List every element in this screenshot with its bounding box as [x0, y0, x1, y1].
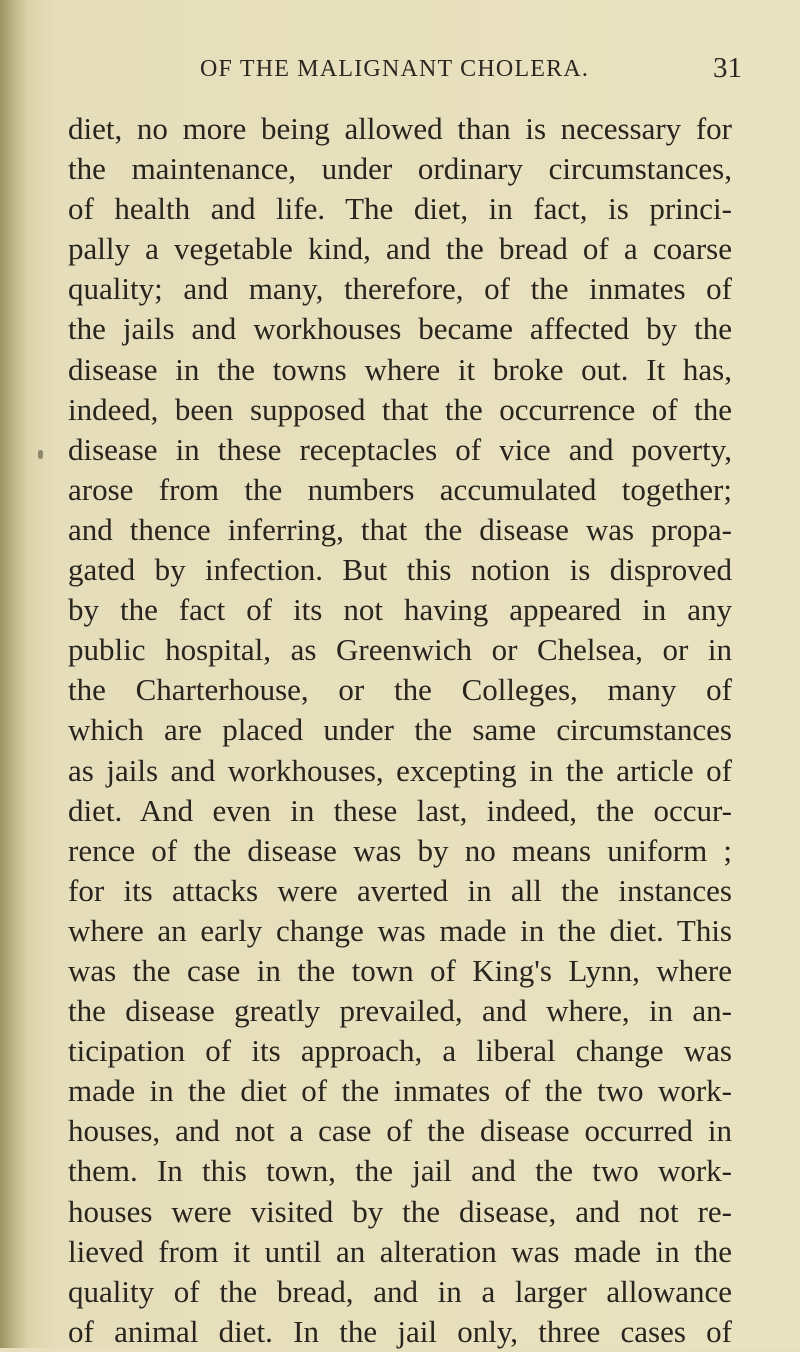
binding-gutter-shadow — [0, 0, 28, 1348]
text-line: rence of the disease was by no means uniform ; — [68, 832, 732, 868]
text-line: diet. And even in these last, indeed, the occur- — [68, 792, 732, 828]
text-line: of health and life. The diet, in fact, is princi- — [68, 191, 732, 227]
text-line: lieved from it until an alteration was made in the — [68, 1233, 732, 1269]
text-line: indeed, been supposed that the occurrence of the — [68, 391, 732, 427]
text-line: for its attacks were averted in all the instances — [68, 872, 732, 908]
text-line: quality of the bread, and in a larger allowance — [68, 1273, 732, 1309]
running-head — [0, 52, 800, 96]
text-line: the Charterhouse, or the Colleges, many of — [68, 672, 732, 708]
text-line: which are placed under the same circumstances — [68, 712, 732, 748]
text-line: diet, no more being allowed than is necessary for — [68, 111, 732, 146]
text-line: as jails and workhouses, excepting in the article of — [68, 752, 732, 788]
text-line: the maintenance, under ordinary circumstances, — [68, 151, 732, 187]
text-line: the disease greatly prevailed, and where, in an- — [68, 993, 732, 1029]
text-line: houses, and not a case of the disease occurred in — [68, 1113, 732, 1149]
text-line: gated by infection. But this notion is disproved — [68, 552, 732, 588]
text-line: disease in these receptacles of vice and poverty, — [68, 431, 732, 467]
body-text — [68, 109, 732, 1352]
text-line: made in the diet of the inmates of the two work- — [68, 1073, 732, 1109]
text-line: disease in the towns where it broke out. It has, — [68, 351, 732, 387]
ink-speck — [38, 450, 43, 459]
text-line: the jails and workhouses became affected by the — [68, 311, 732, 347]
text-line: where an early change was made in the diet. This — [68, 912, 732, 948]
text-line: and thence inferring, that the disease was propa- — [68, 511, 732, 547]
text-line: was the case in the town of King's Lynn, where — [68, 952, 732, 988]
text-line: houses were visited by the disease, and not re- — [68, 1193, 732, 1229]
text-line: ticipation of its approach, a liberal change was — [68, 1033, 732, 1069]
text-line: pally a vegetable kind, and the bread of a coarse — [68, 231, 732, 267]
running-title: OF THE MALIGNANT CHOLERA. — [200, 56, 590, 82]
text-line: them. In this town, the jail and the two work- — [68, 1153, 732, 1189]
text-line: quality; and many, therefore, of the inmates of — [68, 271, 732, 307]
text-line: arose from the numbers accumulated together; — [68, 471, 732, 507]
text-line: by the fact of its not having appeared in any — [68, 592, 732, 628]
page-number: 31 — [713, 52, 742, 84]
text-line: public hospital, as Greenwich or Chelsea, or in — [68, 632, 732, 668]
text-line: of animal diet. In the jail only, three cases of — [68, 1313, 732, 1349]
